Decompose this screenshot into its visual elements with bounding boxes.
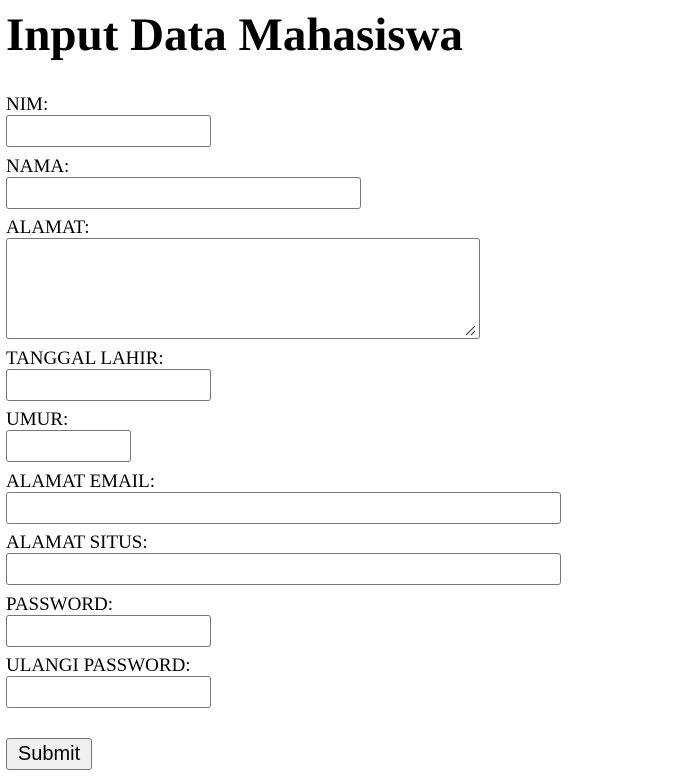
ulangi-password-input[interactable] [6, 676, 211, 708]
nim-label: NIM: [6, 94, 49, 115]
nama-label: NAMA: [6, 156, 70, 177]
password-label: PASSWORD: [6, 594, 114, 615]
nama-input[interactable] [6, 177, 361, 209]
umur-label: UMUR: [6, 409, 69, 430]
alamat-label: ALAMAT: [6, 217, 90, 238]
alamat-situs-input[interactable] [6, 553, 561, 585]
alamat-email-input[interactable] [6, 492, 561, 524]
submit-button[interactable]: Submit [6, 738, 92, 770]
ulangi-password-label: ULANGI PASSWORD: [6, 655, 191, 676]
alamat-email-label: ALAMAT EMAIL: [6, 471, 156, 492]
nim-input[interactable] [6, 115, 211, 147]
page-title: Input Data Mahasiswa [6, 9, 464, 61]
alamat-situs-label: ALAMAT SITUS: [6, 532, 148, 553]
umur-input[interactable] [6, 430, 131, 462]
alamat-textarea[interactable] [6, 238, 480, 339]
tanggal-lahir-label: TANGGAL LAHIR: [6, 348, 164, 369]
password-input[interactable] [6, 615, 211, 647]
tanggal-lahir-input[interactable] [6, 369, 211, 401]
